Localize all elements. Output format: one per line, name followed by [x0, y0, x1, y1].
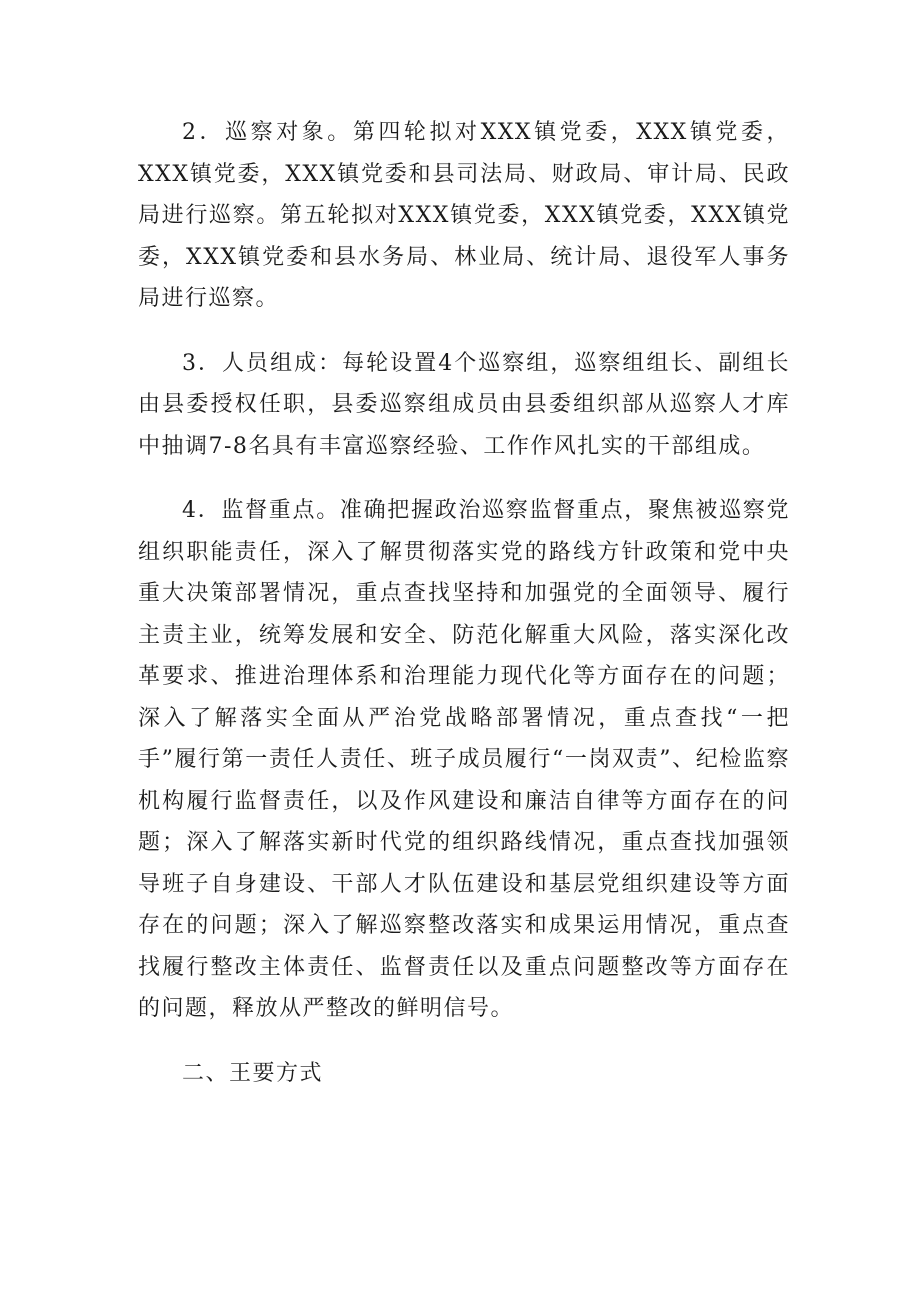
section-heading: 二、王要方式 — [182, 1060, 324, 1086]
paragraph-personnel-composition: 3．人员组成：每轮设置4个巡察组，巡察组组长、副组长由县委授权任职，县委巡察组成员由县委组织部从巡察人才库中抽调7-8名具有丰富巡察经验、工作作风扎实的干部组成。 — [138, 350, 790, 459]
paragraph-inspection-targets: 2．巡察对象。第四轮拟对XXX镇党委，XXX镇党委，XXX镇党委，XXX镇党委和县司法局、财政局、审计局、民政局进行巡察。第五轮拟对XXX镇党委，XXX镇党委，XXX镇党委，XXX镇党委和县水务局、林业局、统计局、退役军人事务局进行巡察。 — [138, 120, 790, 311]
paragraph-supervision-focus: 4．监督重点。准确把握政治巡察监督重点，聚焦被巡察党组织职能责任，深入了解贯彻落实党的路线方针政策和党中央重大决策部署情况，重点查找坚持和加强党的全面领导、履行主责主业，统筹发展和安全、防范化解重大风险，落实深化改革要求、推进治理体系和治理能力现代化等方面存在的问题；深入了解落实全面从严治党战略部署情况，重点查找“一把手”履行第一责任人责任、班子成员履行“一岗双责”、纪检监察机构履行监督责任，以及作风建设和廉洁自律等方面存在的问题；深入了解落实新时代党的组织路线情况，重点查找加强领导班子自身建设、干部人才队伍建设和基层党组织建设等方面存在的问题；深入了解巡察整改落实和成果运用情况，重点查找履行整改主体责任、监督责任以及重点问题整改等方面存在的问题，释放从严整改的鲜明信号。 — [138, 498, 790, 1021]
document-body — [138, 112, 790, 1094]
